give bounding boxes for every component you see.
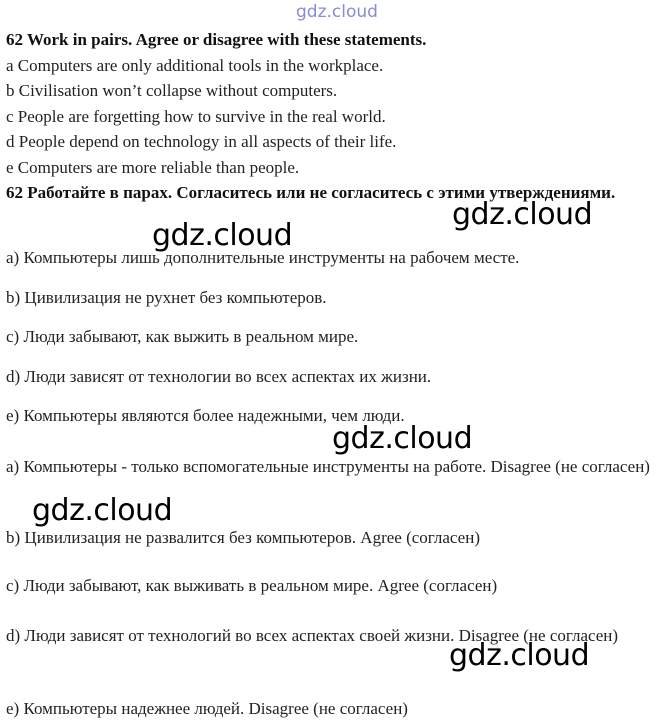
russian-item-b: b) Цивилизация не рухнет без компьютеров. [6,288,327,307]
english-item-b: b Civilisation won’t collapse without computers. [6,81,338,100]
watermark-3: gdz.cloud [332,421,473,456]
watermark-4: gdz.cloud [32,493,173,528]
answer-e: e) Компьютеры надежнее людей. Disagree (не согласен) [6,699,408,718]
watermark-2: gdz.cloud [152,218,293,253]
answer-a: a) Компьютеры - только вспомогательные инструменты на работе. Disagree (не согласен) [6,457,650,476]
russian-item-e: e) Компьютеры являются более надежными, чем люди. [6,406,405,425]
answer-d: d) Люди зависят от технологий во всех аспектах своей жизни. Disagree (не согласен) [6,626,619,645]
english-item-a: a Computers are only additional tools in the workplace. [6,56,384,75]
answer-b: b) Цивилизация не развалится без компьютеров. Agree (согласен) [6,528,480,547]
english-item-c: c People are forgetting how to survive in the real world. [6,107,386,126]
watermark-1: gdz.cloud [452,197,593,232]
english-item-d: d People depend on technology in all aspects of their life. [6,132,397,151]
english-item-e: e Computers are more reliable than people. [6,158,300,177]
english-heading: 62 Work in pairs. Agree or disagree with these statements. [6,30,427,49]
russian-item-a: a) Компьютеры лишь дополнительные инструменты на рабочем месте. [6,248,520,267]
answer-c: c) Люди забывают, как выживать в реальном мире. Agree (согласен) [6,576,498,595]
russian-heading: 62 Работайте в парах. Согласитесь или не согласитесь с этими утверждениями. [6,183,616,202]
russian-item-d: d) Люди зависят от технологии во всех аспектах их жизни. [6,367,432,386]
watermark-5: gdz.cloud [449,638,590,673]
russian-item-c: c) Люди забывают, как выжить в реальном мире. [6,327,359,346]
watermark-top: gdz.cloud [296,2,378,22]
